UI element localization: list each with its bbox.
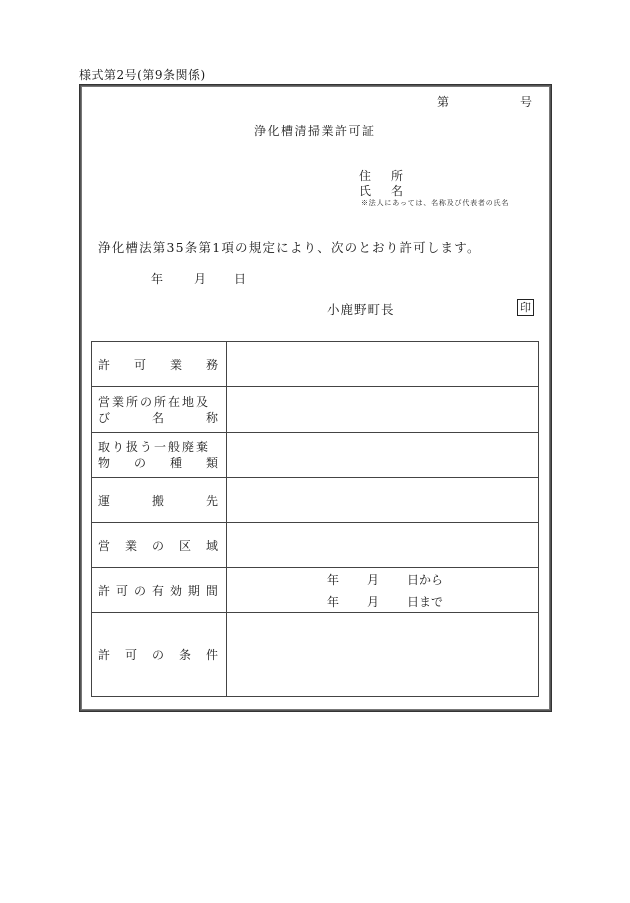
row-label-validity-period: 許 可 の 有 効 期 間 xyxy=(98,583,218,598)
period-end-day: 日まで xyxy=(407,594,444,609)
period-end-month: 月 xyxy=(367,594,380,609)
corporation-note: ※法人にあっては、名称及び代表者の氏名 xyxy=(361,199,510,207)
address-label: 住所 xyxy=(359,169,424,183)
table-row xyxy=(92,568,539,613)
office-location-value xyxy=(227,387,539,433)
period-start xyxy=(227,568,538,590)
period-start-year: 年 xyxy=(327,572,340,587)
period-start-day: 日から xyxy=(407,572,444,587)
table-row xyxy=(92,433,539,478)
permission-statement: 浄化槽法第35条第1項の規定により、次のとおり許可します。 xyxy=(98,240,481,255)
row-label-waste-type-line2: 物 の 種 類 xyxy=(98,456,218,470)
form-number-label: 様式第2号(第9条関係) xyxy=(79,68,206,82)
certificate-title: 浄化槽清掃業許可証 xyxy=(254,124,376,138)
waste-type-value xyxy=(227,433,539,478)
table-row xyxy=(92,478,539,523)
row-label-conditions: 許 可 の 条 件 xyxy=(98,648,218,662)
date-day: 日 xyxy=(234,272,247,286)
business-area-value xyxy=(227,523,539,568)
validity-period-value xyxy=(227,568,539,613)
row-label-business-area: 営 業 の 区 域 xyxy=(98,538,218,553)
permit-details-table xyxy=(91,341,539,697)
destination-value xyxy=(227,478,539,523)
table-row xyxy=(92,523,539,568)
row-label-office-location: 営業所の所在地及 xyxy=(98,394,211,409)
permitted-business-value xyxy=(227,342,539,387)
table-row xyxy=(92,613,539,697)
period-start-month: 月 xyxy=(367,572,380,587)
row-label-office-location-line2: び 名 称 xyxy=(98,410,218,425)
number-suffix: 号 xyxy=(520,95,533,109)
date-year: 年 xyxy=(151,272,164,286)
name-label: 氏名 xyxy=(359,184,424,198)
row-label-destination: 運 搬 先 xyxy=(98,493,218,508)
period-end-year: 年 xyxy=(327,594,340,609)
number-prefix: 第 xyxy=(437,95,450,109)
row-label-waste-type: 取り扱う一般廃棄 xyxy=(98,440,211,454)
seal-mark: 印 xyxy=(517,299,534,316)
date-month: 月 xyxy=(194,272,207,286)
conditions-value xyxy=(227,613,539,697)
row-label-permitted-business: 許 可 業 務 xyxy=(98,357,218,372)
issuer-title: 小鹿野町長 xyxy=(327,302,395,317)
table-row xyxy=(92,342,539,387)
table-row xyxy=(92,387,539,433)
period-end xyxy=(227,590,538,612)
